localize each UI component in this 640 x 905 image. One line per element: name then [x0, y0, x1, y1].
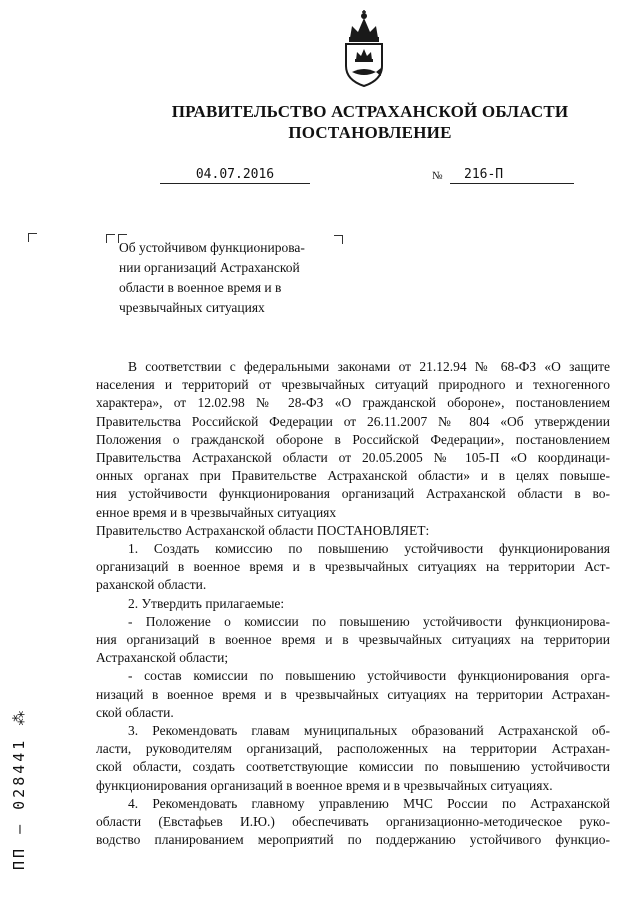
- subject-line: чрезвычайных ситуациях: [119, 300, 265, 315]
- margin-serial-stamp: [8, 690, 34, 870]
- subject-line: Об устойчивом функционирова-: [119, 240, 305, 255]
- body-line: области (Евстафьев И.Ю.) обеспечивать организационно-методическое руко-: [96, 814, 610, 830]
- body-line: - состав комиссии по повышению устойчивости функционирования орга-: [128, 668, 610, 684]
- body-line: 2. Утвердить прилагаемые:: [128, 595, 285, 611]
- body-line: В соответствии с федеральными законами от 21.12.94 № 68-ФЗ «О защите: [128, 359, 610, 374]
- body-line: 1. Создать комиссию по повышению устойчивости функционирования: [128, 541, 610, 557]
- body-line: ния устойчивости функционирования организаций Астраханской области в во-: [96, 486, 610, 502]
- body-line: низаций в военное время и в чрезвычайных ситуациях на территории Астрахан-: [96, 686, 610, 702]
- document-type-title: ПОСТАНОВЛЕНИЕ: [288, 123, 452, 142]
- body-line: функционирования организаций в военное время и в чрезвычайных ситуациях.: [96, 777, 553, 793]
- document-number: 216-П: [450, 166, 574, 184]
- body-line: ласти, руководителям организаций, расположенных на территории Астрахан-: [96, 741, 610, 757]
- corner-mark: [106, 234, 115, 243]
- body-line: онных органах при Правительстве Астраханской области» и в целях повыше-: [96, 468, 610, 484]
- body-line: ской области.: [96, 704, 174, 720]
- serial-number: ПП – 028441 ⁂: [10, 707, 28, 870]
- body-line: ской области, создать соответствующие комиссии по повышению устойчивости: [96, 759, 610, 775]
- corner-mark: [28, 233, 37, 242]
- body-line: - Положение о комиссии по повышению устойчивости функционирова-: [128, 613, 610, 629]
- body-line: Правительство Астраханской области ПОСТАНОВЛЯЕТ:: [96, 522, 430, 538]
- document-date: 04.07.2016: [160, 166, 310, 184]
- body-line: организаций в военное время и в чрезвычайных ситуациях на территории Аст-: [96, 559, 610, 575]
- body-line: 4. Рекомендовать главному управлению МЧС России по Астраханской: [128, 795, 610, 811]
- document-body: [96, 358, 610, 849]
- subject-line: нии организаций Астраханской: [119, 260, 300, 275]
- body-line: характера», от 12.02.98 № 28-ФЗ «О гражданской обороне», постановлением: [96, 395, 610, 411]
- body-line: енное время и в чрезвычайных ситуациях: [96, 504, 337, 520]
- body-line: Правительства Российской Федерации от 26.11.2007 № 804 «Об утверждении: [96, 413, 610, 429]
- body-line: водство планированием мероприятий по поддержанию устойчивого функцио-: [96, 832, 610, 848]
- coat-of-arms-icon: [336, 8, 392, 88]
- government-title: ПРАВИТЕЛЬСТВО АСТРАХАНСКОЙ ОБЛАСТИ: [171, 102, 569, 121]
- body-line: населения и территорий от чрезвычайных ситуаций природного и техногенного: [96, 377, 610, 393]
- body-line: Положения о гражданской обороне в Российской Федерации», постановлением: [96, 431, 610, 447]
- number-sign: №: [432, 170, 443, 182]
- body-line: ния организаций в военное время и в чрезвычайных ситуациях на территории: [96, 632, 610, 648]
- subject-line: области в военное время и в: [119, 280, 282, 295]
- body-line: Правительства Астраханской области от 20.05.2005 № 105-П «О координаци-: [96, 450, 610, 466]
- document-subject: [119, 238, 337, 318]
- body-line: 3. Рекомендовать главам муниципальных образований Астраханской об-: [128, 723, 610, 739]
- body-line: Астраханской области;: [96, 650, 229, 666]
- body-line: раханской области.: [96, 577, 207, 593]
